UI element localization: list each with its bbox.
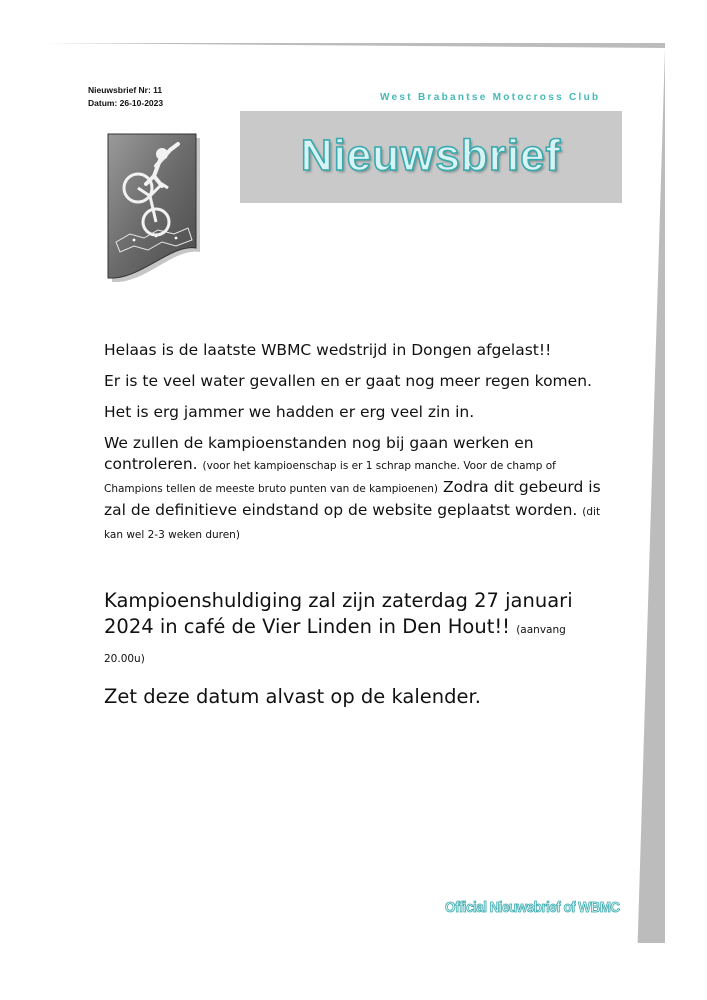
newsletter-meta [88,84,163,110]
motocross-rider-logo-icon [104,130,204,285]
standings-text-continued: Zodra dit gebeurd is zal de definitieve eindstand op de website geplaatst worden. [104,478,601,519]
title-banner [240,111,622,203]
standings-note: (voor het kampioenschap is er 1 schrap manche. Voor de champ of Champions tellen de meeste bruto punten van de kampioenen) [104,460,556,495]
paragraph-ceremony [104,588,609,672]
newsletter-number: Nieuwsbrief Nr: 11 [88,85,163,95]
paragraph-pity: Het is erg jammer we hadden er erg veel zin in. [104,403,475,421]
paragraph-cancelled: Helaas is de laatste WBMC wedstrijd in Dongen afgelast!! [104,341,552,359]
paragraph-rain: Er is te veel water gevallen en er gaat nog meer regen komen. [104,372,592,390]
ceremony-text: Kampioenshuldiging zal zijn zaterdag 27 januari 2024 in café de Vier Linden in Den Hout!! [104,589,573,638]
standings-note-duration: (dit kan wel 2-3 weken duren) [104,506,601,541]
footer-tagline: Official Nieuwsbrief of WBMC [445,899,620,916]
newsletter-body [104,340,609,710]
newsletter-date: Datum: 26-10-2023 [88,98,164,108]
page-title: Nieuwsbrief [300,131,562,180]
ceremony-start-time: (aanvang 20.00u) [104,624,566,665]
standings-text: We zullen de kampioenstanden nog bij gaan werken en controleren. [104,434,534,473]
paragraph-standings [104,433,609,546]
club-name: West Brabantse Motocross Club [380,92,601,103]
paragraph-save-date: Zet deze datum alvast op de kalender. [104,685,481,708]
